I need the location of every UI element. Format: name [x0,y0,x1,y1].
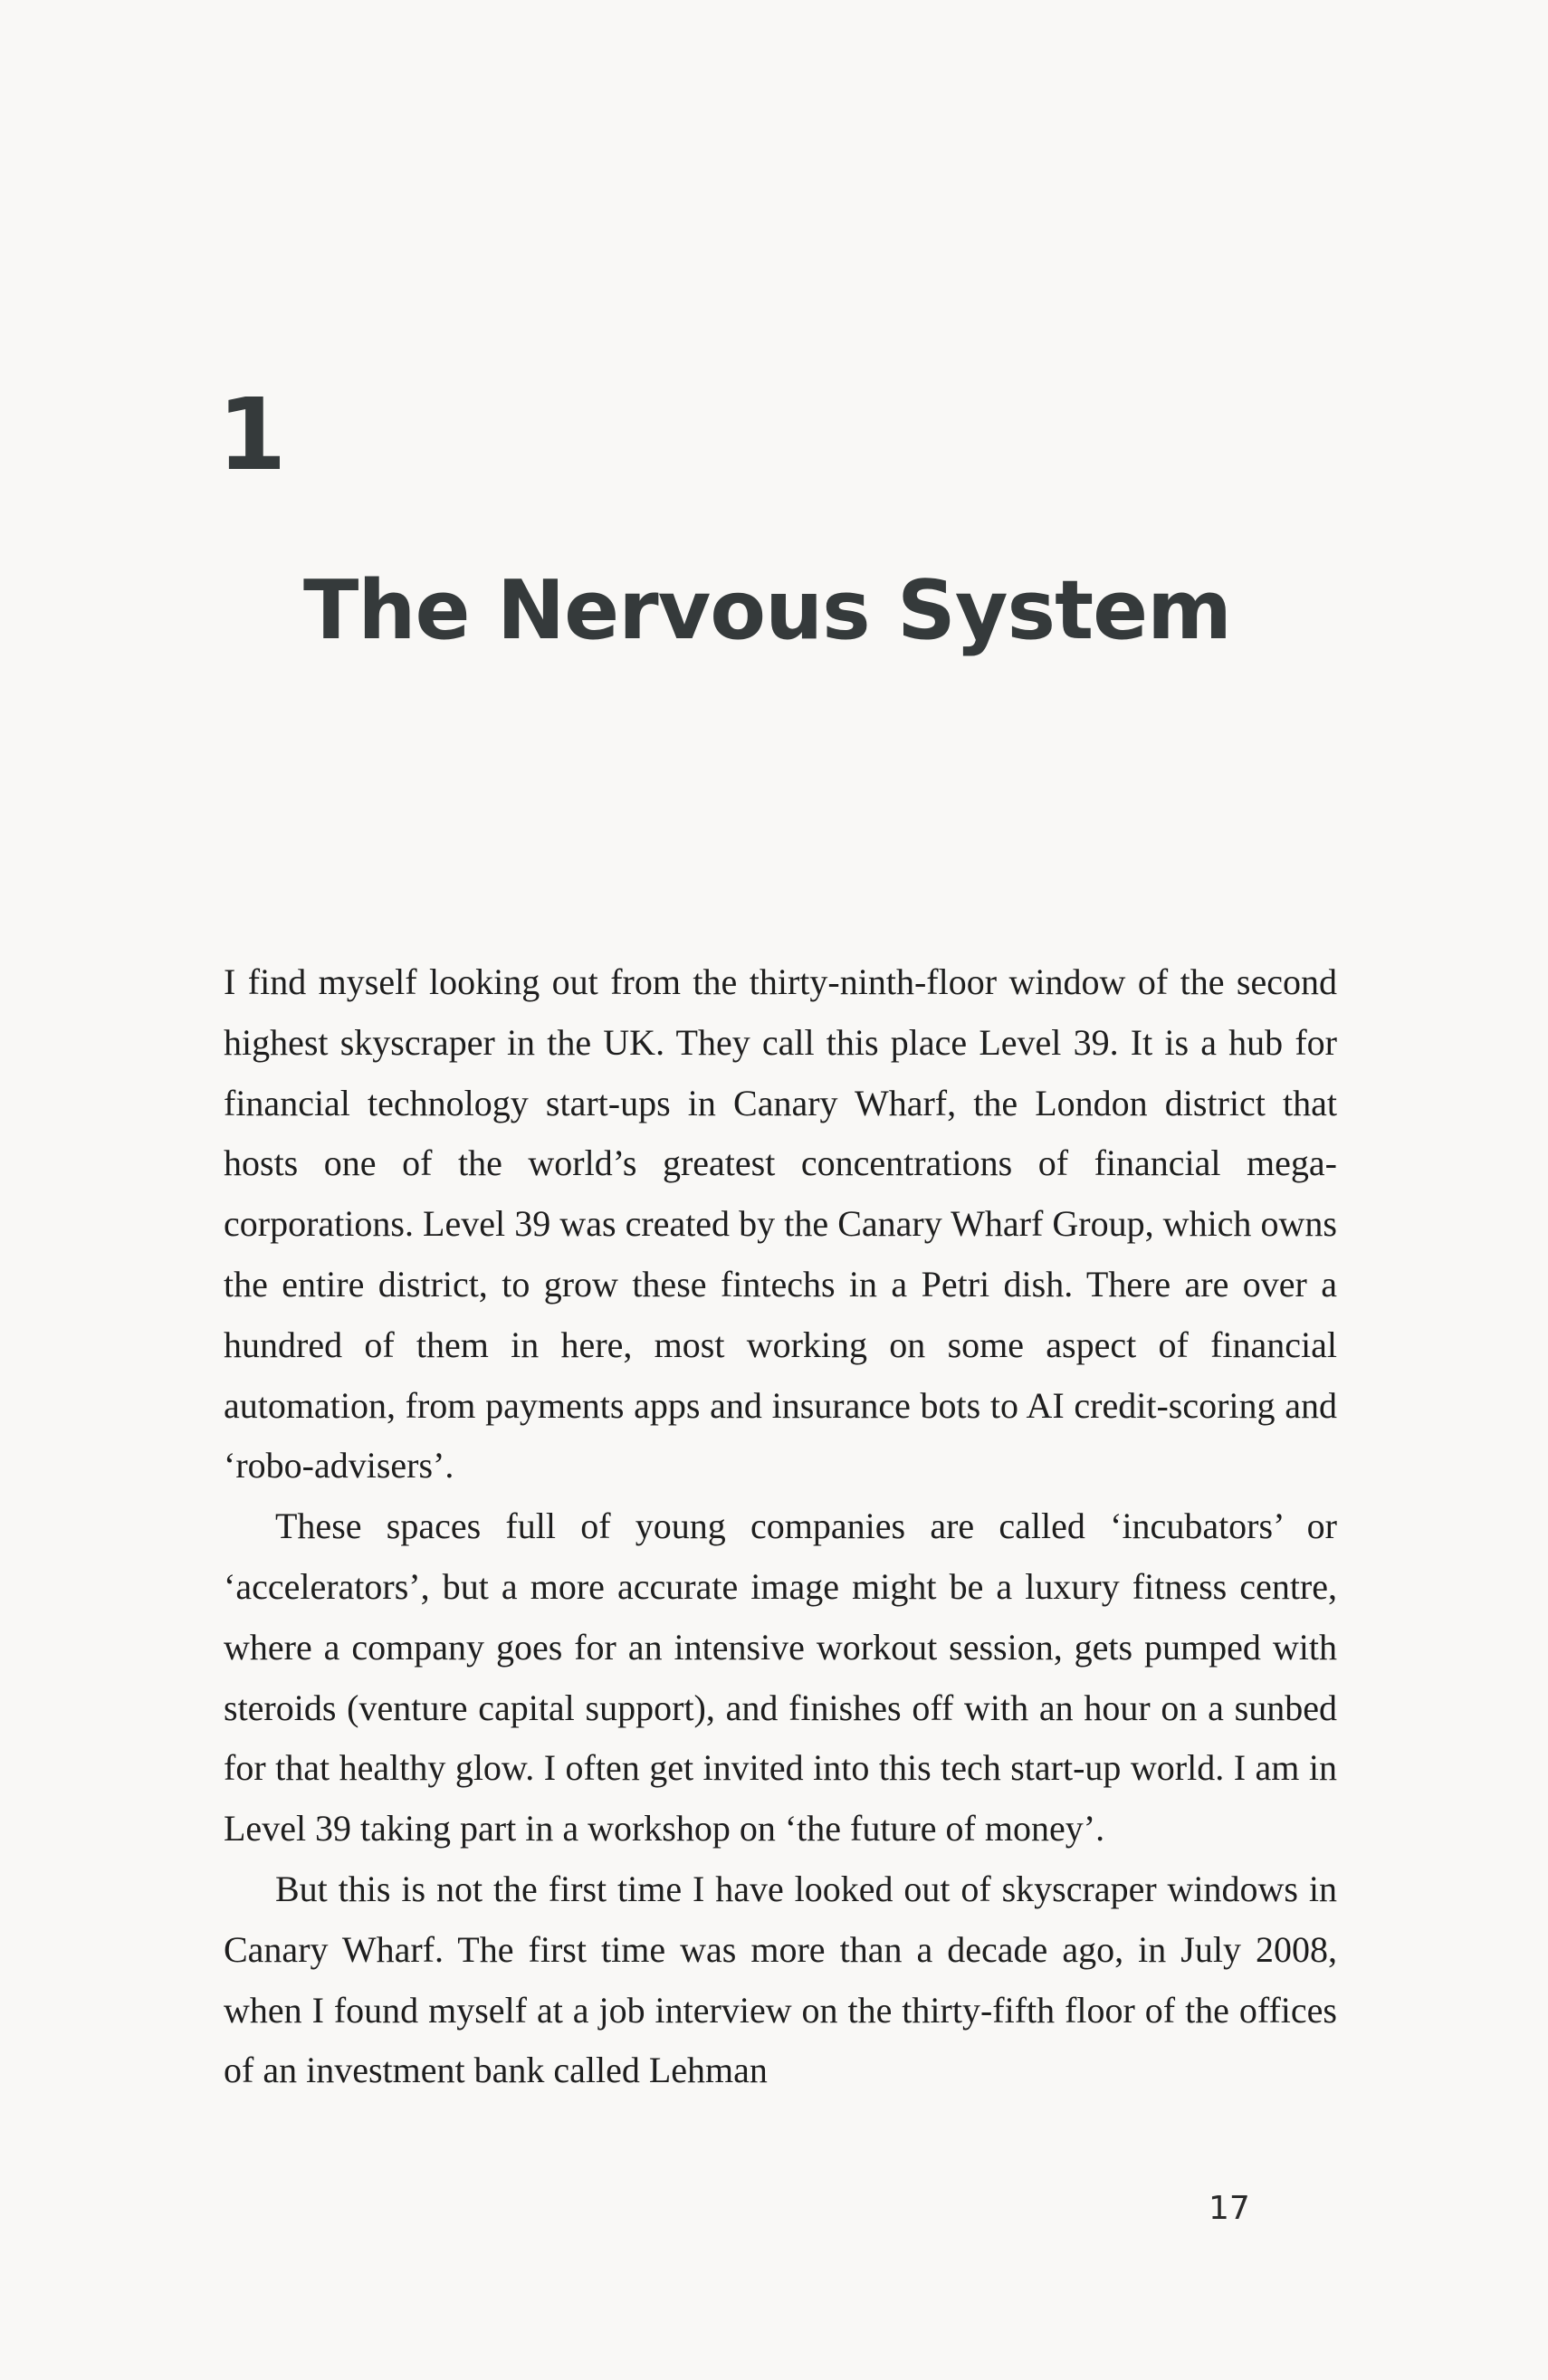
page-number: 17 [1209,2190,1250,2227]
paragraph-2: These spaces full of young companies are called ‘incubators’ or ‘accelerators’, but a more accurate image might be a luxury fitness centre, where a company goes for an intensive workout session, gets pumped with steroids (venture capital support), and finishes off with an hour on a sunbed for that healthy glow. I often get invited into this tech start-up world. I am in Level 39 taking part in a workshop on ‘the future of money’. [224,1505,1337,1850]
chapter-title: The Nervous System [303,563,1231,658]
paragraph-1: I find myself looking out from the thirty-ninth-floor window of the second highest skyscraper in the UK. They call this place Level 39. It is a hub for financial technology start-ups in Canary Wharf, the London district that hosts one of the world’s greatest concentrations of financial mega-corporations. Level 39 was created by the Canary Wharf Group, which owns the entire district, to grow these fintechs in a Petri dish. There are over a hundred of them in here, most working on some aspect of financial automation, from payments apps and insurance bots to AI credit-scoring and ‘robo-advisers’. [224,961,1337,1486]
paragraph-3: But this is not the first time I have looked out of skyscraper windows in Canary Wharf. The first time was more than a decade ago, in July 2008, when I found myself at a job interview on the thirty-fifth floor of the offices of an investment bank called Lehman [224,1868,1337,2091]
chapter-body [224,952,1337,2101]
chapter-number: 1 [217,377,287,492]
